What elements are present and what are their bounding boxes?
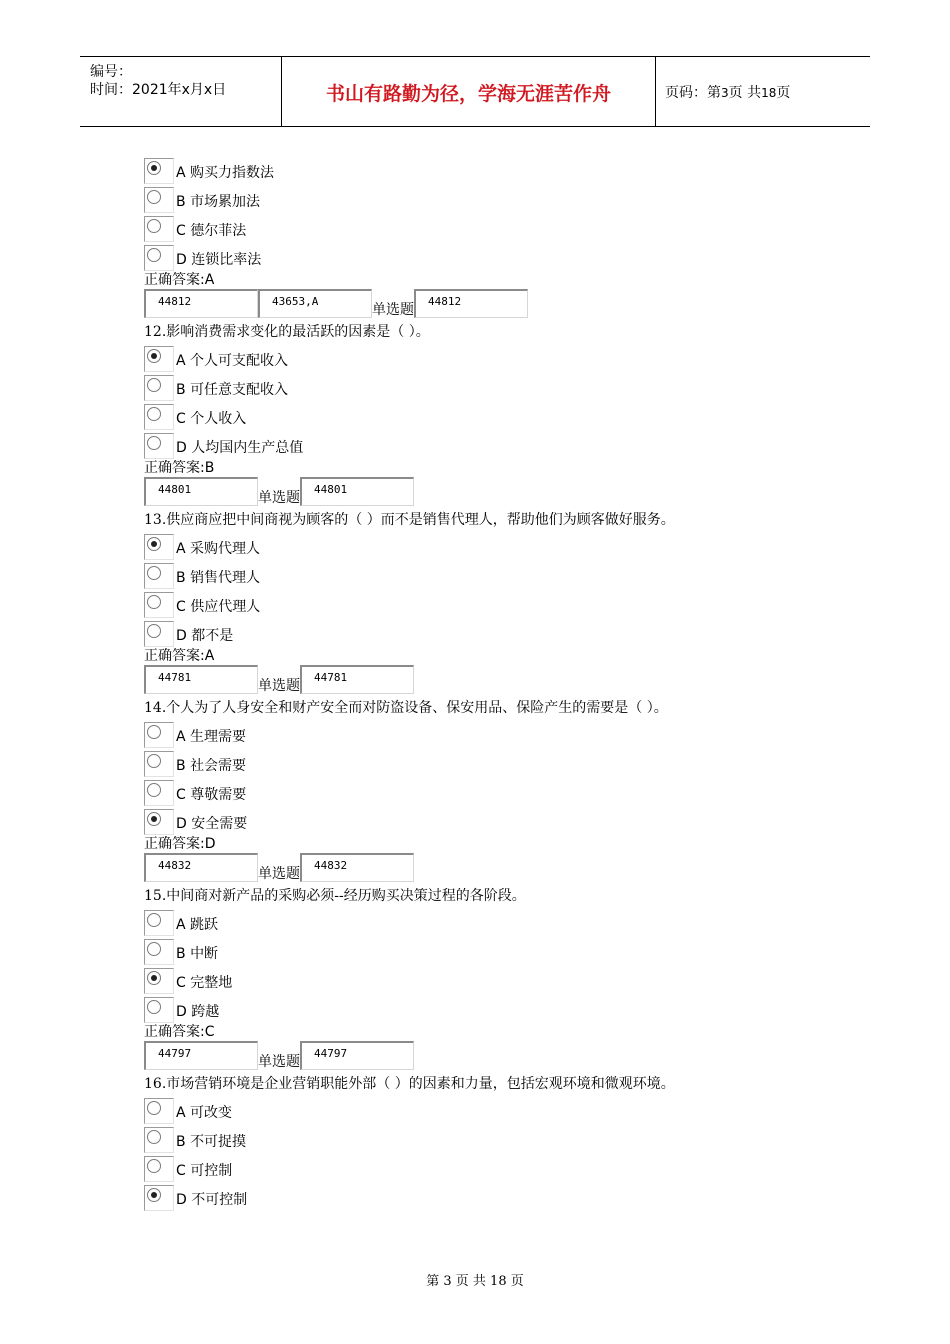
question-type-label: 单选题 [258,1054,300,1070]
page-suffix: 页 [776,85,791,101]
answer-option [144,748,864,777]
option-text [176,1190,247,1210]
option-label: 不可控制 [191,1192,248,1208]
question-type-label: 单选题 [258,490,300,506]
option-text [176,1132,246,1152]
id-field[interactable] [144,289,258,318]
answer-option [144,618,864,647]
question-block [144,1073,864,1211]
option-text [176,192,260,212]
option-label: 社会需要 [190,758,247,774]
radio-box[interactable] [144,216,174,242]
answer-option [144,372,864,401]
header-motto-cell [282,57,656,126]
radio-unchecked-icon[interactable] [147,1101,161,1115]
radio-unchecked-icon[interactable] [147,407,161,421]
option-text [176,1161,232,1181]
radio-box[interactable] [144,563,174,589]
radio-unchecked-icon[interactable] [147,942,161,956]
id-field-value: 44797 [314,1047,348,1060]
option-text [176,250,261,270]
radio-unchecked-icon[interactable] [147,1000,161,1014]
page-header [80,56,870,127]
id-field-value: 44801 [314,483,348,496]
radio-box[interactable] [144,187,174,213]
question-type-label: 单选题 [258,678,300,694]
page-mid: 页 共 [728,85,762,101]
radio-box[interactable] [144,375,174,401]
option-letter: D [176,252,187,268]
option-label: 个人收入 [190,411,247,427]
option-letter: D [176,440,187,456]
radio-checked-icon[interactable] [147,1188,161,1202]
answer-option [144,560,864,589]
page-total: 18 [761,86,777,100]
header-page-cell [656,57,870,126]
option-letter: D [176,1192,187,1208]
radio-unchecked-icon[interactable] [147,190,161,204]
option-label: 市场累加法 [190,194,261,210]
option-text [176,380,288,400]
id-field[interactable] [300,853,414,882]
option-label: 生理需要 [190,729,247,745]
question-title: 15.中间商对新产品的采购必须--经历购买决策过程的各阶段。 [144,888,526,904]
id-field-value: 44797 [158,1047,192,1060]
option-label: 不可捉摸 [190,1134,247,1150]
radio-unchecked-icon[interactable] [147,436,161,450]
option-letter: B [176,382,186,398]
answer-option [144,777,864,806]
id-field-row [144,1041,864,1073]
radio-box[interactable] [144,751,174,777]
radio-unchecked-icon[interactable] [147,219,161,233]
id-field-value: 44781 [158,671,192,684]
option-text [176,438,303,458]
id-field-value: 44832 [314,859,348,872]
question-list [144,155,864,1211]
radio-box[interactable] [144,1156,174,1182]
answer-option [144,343,864,372]
answer-option [144,1095,864,1124]
option-text [176,597,260,617]
id-field[interactable] [144,477,258,506]
question-title: 12.影响消费需求变化的最活跃的因素是（ ）。 [144,324,430,340]
radio-unchecked-icon[interactable] [147,378,161,392]
answer-option [144,719,864,748]
id-field[interactable] [300,665,414,694]
radio-unchecked-icon[interactable] [147,725,161,739]
id-field[interactable] [300,1041,414,1070]
answer-option [144,1124,864,1153]
option-letter: A [176,917,186,933]
option-label: 购买力指数法 [190,165,275,181]
answer-option [144,1182,864,1211]
radio-box[interactable] [144,1127,174,1153]
option-label: 德尔菲法 [190,223,247,239]
answer-option [144,1153,864,1182]
answer-option [144,994,864,1023]
option-letter: B [176,946,186,962]
radio-checked-icon[interactable] [147,349,161,363]
radio-box[interactable] [144,1185,174,1211]
motto: 书山有路勤为径，学海无涯苦作舟 [325,83,611,105]
question-title: 14.个人为了人身安全和财产安全而对防盗设备、保安用品、保险产生的需要是（ ）。 [144,700,668,716]
answer-option [144,184,864,213]
option-text [176,814,247,834]
option-label: 销售代理人 [190,570,261,586]
option-text [176,1103,232,1123]
answer-option [144,531,864,560]
option-label: 中断 [190,946,219,962]
id-field[interactable] [144,665,258,694]
question-block [144,509,864,697]
id-field-value: 44832 [158,859,192,872]
question-block [144,321,864,509]
radio-box[interactable] [144,910,174,936]
option-letter: B [176,194,186,210]
id-field-value: 44812 [158,295,192,308]
option-label: 连锁比率法 [191,252,262,268]
radio-box[interactable] [144,722,174,748]
id-field-row [144,477,864,509]
option-label: 人均国内生产总值 [191,440,304,456]
option-text [176,626,233,646]
option-letter: C [176,1163,186,1179]
answer-option [144,806,864,835]
answer-option [144,242,864,271]
option-letter: A [176,353,186,369]
question-title: 13.供应商应把中间商视为顾客的（ ）而不是销售代理人，帮助他们为顾客做好服务。 [144,512,675,528]
radio-unchecked-icon[interactable] [147,1130,161,1144]
option-label: 都不是 [191,628,234,644]
radio-box[interactable] [144,997,174,1023]
id-field-value: 44781 [314,671,348,684]
id-field[interactable] [414,289,528,318]
correct-answer: 正确答案:D [144,836,216,852]
question-block [144,155,864,321]
option-text [176,351,288,371]
id-field-value: 44801 [158,483,192,496]
answer-option [144,155,864,184]
id-field-row [144,665,864,697]
radio-box[interactable] [144,346,174,372]
header-info-cell [80,57,282,126]
radio-unchecked-icon[interactable] [147,913,161,927]
radio-box[interactable] [144,592,174,618]
id-field-value: 44812 [428,295,462,308]
answer-option [144,589,864,618]
answer-option [144,430,864,459]
option-letter: B [176,758,186,774]
option-text [176,409,246,429]
option-letter: C [176,223,186,239]
correct-answer: 正确答案:A [144,648,215,664]
option-letter: C [176,787,186,803]
radio-unchecked-icon[interactable] [147,595,161,609]
option-letter: B [176,570,186,586]
radio-box[interactable] [144,404,174,430]
option-label: 可改变 [190,1105,233,1121]
option-text [176,221,246,241]
option-text [176,915,218,935]
answer-option [144,936,864,965]
option-label: 可任意支配收入 [190,382,289,398]
correct-answer: 正确答案:B [144,460,215,476]
radio-unchecked-icon[interactable] [147,248,161,262]
answer-option [144,401,864,430]
option-letter: D [176,628,187,644]
option-letter: D [176,816,187,832]
option-letter: A [176,165,186,181]
option-letter: C [176,411,186,427]
radio-box[interactable] [144,809,174,835]
serial-label: 编号： [90,64,132,80]
page-prefix: 页码：第 [665,85,721,101]
option-text [176,944,218,964]
question-block [144,885,864,1073]
option-text [176,785,246,805]
id-field[interactable] [144,853,258,882]
id-field[interactable] [258,289,372,318]
radio-checked-icon[interactable] [147,537,161,551]
option-label: 完整地 [190,975,233,991]
answer-option [144,213,864,242]
radio-unchecked-icon[interactable] [147,783,161,797]
option-label: 跳跃 [190,917,219,933]
radio-box[interactable] [144,158,174,184]
page-footer: 第 3 页 共 18 页 [426,1274,524,1289]
option-label: 可控制 [190,1163,233,1179]
answer-option [144,907,864,936]
option-letter: C [176,975,186,991]
radio-unchecked-icon[interactable] [147,1159,161,1173]
option-label: 供应代理人 [190,599,261,615]
radio-unchecked-icon[interactable] [147,624,161,638]
radio-box[interactable] [144,534,174,560]
option-letter: C [176,599,186,615]
page-current: 3 [721,86,729,100]
radio-box[interactable] [144,968,174,994]
page-indicator [665,82,790,102]
question-type-label: 单选题 [258,866,300,882]
option-text [176,568,260,588]
option-letter: D [176,1004,187,1020]
radio-checked-icon[interactable] [147,161,161,175]
option-label: 个人可支配收入 [190,353,289,369]
option-label: 安全需要 [191,816,248,832]
radio-checked-icon[interactable] [147,812,161,826]
question-title: 16.市场营销环境是企业营销职能外部（ ）的因素和力量，包括宏观环境和微观环境。 [144,1076,675,1092]
radio-unchecked-icon[interactable] [147,754,161,768]
radio-checked-icon[interactable] [147,971,161,985]
option-letter: A [176,729,186,745]
answer-option [144,965,864,994]
date-label: 时间：2021年x月x日 [90,82,227,98]
radio-box[interactable] [144,245,174,271]
option-text [176,756,246,776]
radio-box[interactable] [144,939,174,965]
correct-answer: 正确答案:C [144,1024,215,1040]
option-text [176,1002,219,1022]
radio-unchecked-icon[interactable] [147,566,161,580]
option-text [176,727,246,747]
option-text [176,163,274,183]
radio-box[interactable] [144,780,174,806]
correct-answer: 正确答案:A [144,272,215,288]
option-label: 跨越 [191,1004,220,1020]
id-field-value: 43653,A [272,295,319,308]
radio-box[interactable] [144,621,174,647]
id-field[interactable] [300,477,414,506]
option-letter: B [176,1134,186,1150]
option-label: 采购代理人 [190,541,261,557]
question-type-label: 单选题 [372,302,414,318]
id-field-row [144,853,864,885]
option-text [176,539,260,559]
option-letter: A [176,1105,186,1121]
radio-box[interactable] [144,1098,174,1124]
option-text [176,973,232,993]
option-letter: A [176,541,186,557]
radio-box[interactable] [144,433,174,459]
id-field[interactable] [144,1041,258,1070]
option-label: 尊敬需要 [190,787,247,803]
question-block [144,697,864,885]
id-field-row [144,289,864,321]
